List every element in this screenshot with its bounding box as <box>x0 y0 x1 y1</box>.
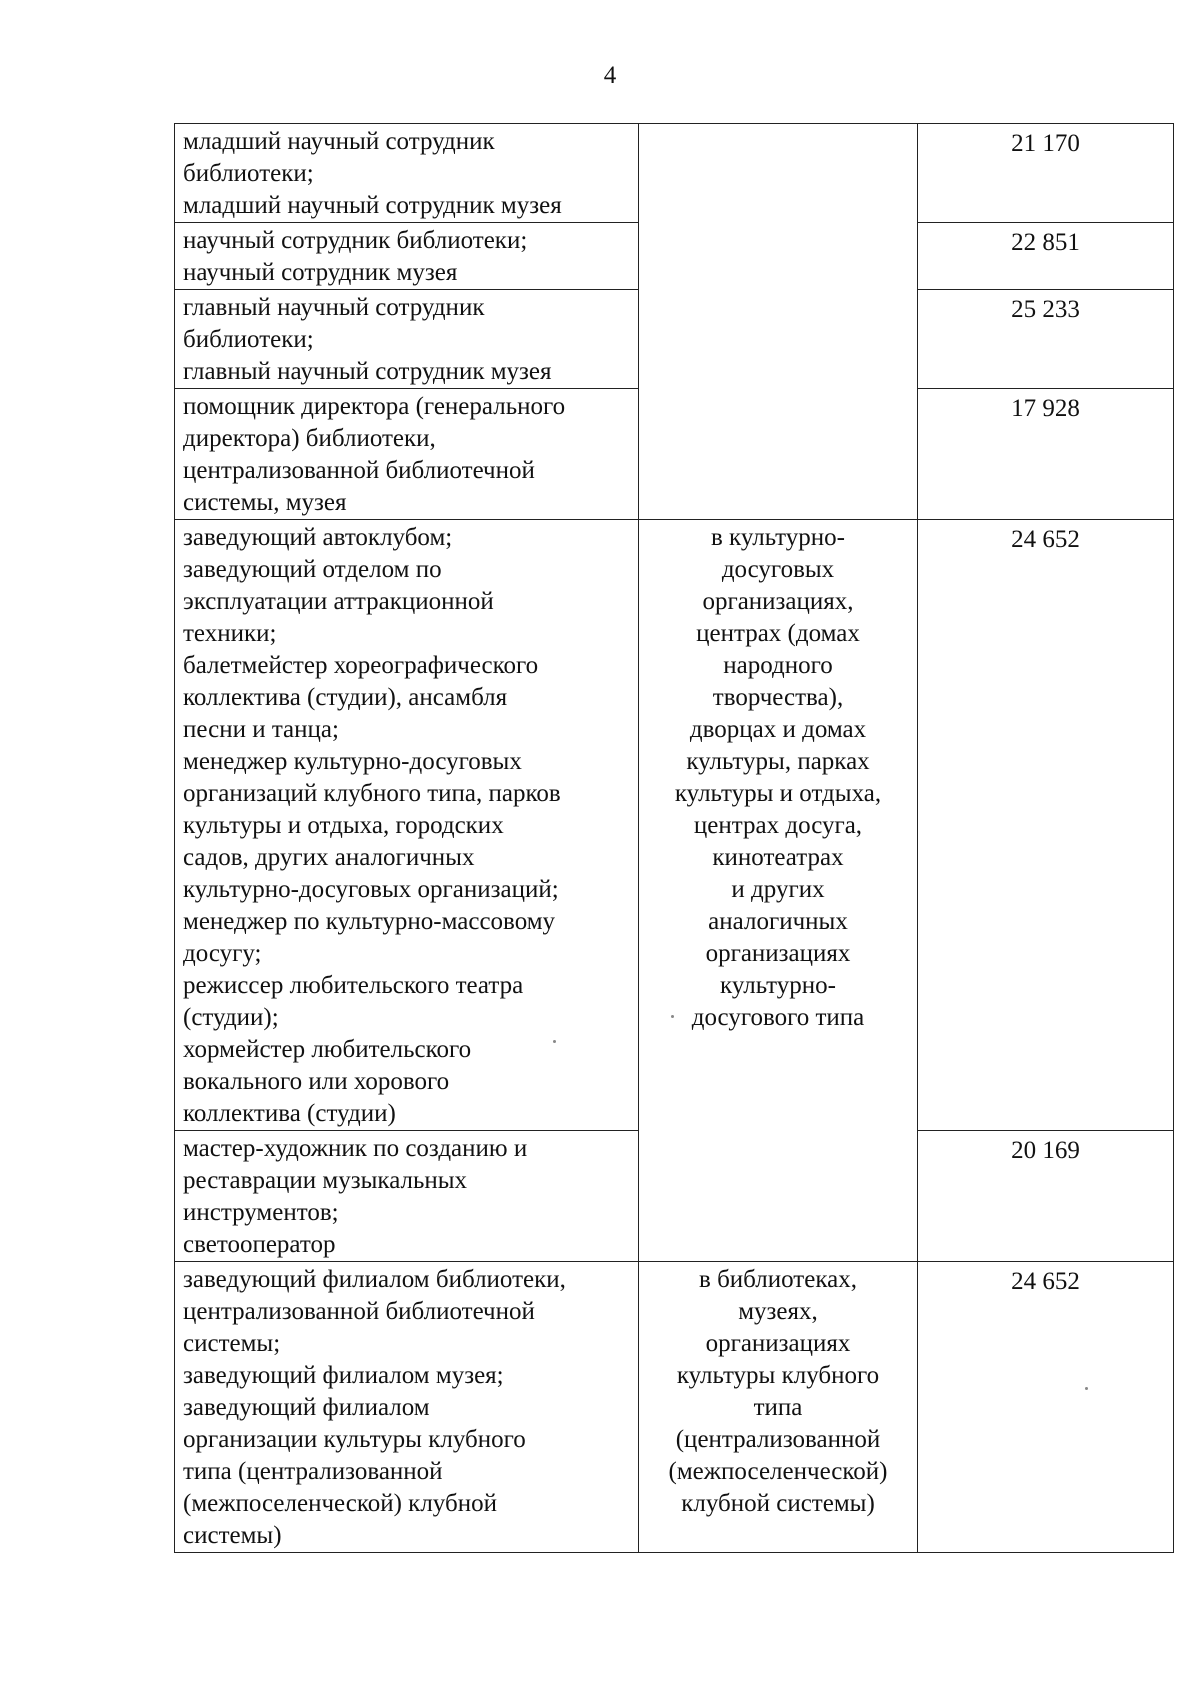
position-line: светооператор <box>183 1231 336 1258</box>
position-line: эксплуатации аттракционной <box>183 588 494 615</box>
institution-line: клубной системы) <box>681 1490 875 1517</box>
position-line: вокального или хорового <box>183 1068 450 1095</box>
scan-speck <box>1085 1387 1088 1390</box>
salary-cell: 17 928 <box>918 389 1174 520</box>
institution-cell <box>639 124 918 520</box>
institution-line: культуры клубного <box>676 1362 880 1389</box>
position-line: директора) библиотеки, <box>183 425 436 452</box>
position-cell <box>175 290 639 389</box>
position-line: главный научный сотрудник <box>183 294 485 321</box>
institution-line: дворцах и домах <box>689 716 867 743</box>
institution-line: аналогичных <box>708 908 848 935</box>
position-line: системы; <box>183 1330 281 1357</box>
position-line: главный научный сотрудник музея <box>183 358 552 385</box>
position-line: организаций клубного типа, парков <box>183 780 561 807</box>
position-line: научный сотрудник музея <box>183 259 458 286</box>
position-line: заведующий автоклубом; <box>183 524 453 551</box>
position-line: системы) <box>183 1522 282 1549</box>
institution-cell <box>639 1262 918 1553</box>
table-row <box>175 520 1174 1131</box>
salary-cell: 24 652 <box>918 520 1174 1131</box>
position-line: библиотеки; <box>183 326 314 353</box>
position-line: научный сотрудник библиотеки; <box>183 227 528 254</box>
position-line: централизованной библиотечной <box>183 457 535 484</box>
position-line: заведующий отделом по <box>183 556 442 583</box>
position-line: хормейстер любительского <box>183 1036 472 1063</box>
position-line: досугу; <box>183 940 262 967</box>
institution-line: культуры и отдыха, <box>674 780 882 807</box>
scan-speck <box>553 1040 556 1043</box>
position-line: режиссер любительского театра <box>183 972 524 999</box>
institution-line: центрах досуга, <box>693 812 863 839</box>
position-line: (студии); <box>183 1004 279 1031</box>
position-line: младший научный сотрудник <box>183 128 495 155</box>
position-line: мастер-художник по созданию и <box>183 1135 528 1162</box>
institution-line: кинотеатрах <box>712 844 844 871</box>
position-line: инструментов; <box>183 1199 339 1226</box>
position-cell <box>175 389 639 520</box>
position-line: песни и танца; <box>183 716 339 743</box>
position-line: менеджер по культурно-массовому <box>183 908 556 935</box>
institution-line: культурно- <box>720 972 836 999</box>
position-cell <box>175 520 639 1131</box>
position-cell <box>175 124 639 223</box>
position-line: садов, других аналогичных <box>183 844 475 871</box>
institution-line: в культурно- <box>711 524 845 551</box>
salary-cell: 25 233 <box>918 290 1174 389</box>
position-line: заведующий филиалом библиотеки, <box>183 1266 566 1293</box>
institution-line: в библиотеках, <box>699 1266 857 1293</box>
table-row <box>175 124 1174 223</box>
position-line: помощник директора (генерального <box>183 393 566 420</box>
position-line: балетмейстер хореографического <box>183 652 539 679</box>
institution-line: и других <box>731 876 825 903</box>
salary-cell: 21 170 <box>918 124 1174 223</box>
salary-cell: 22 851 <box>918 223 1174 290</box>
position-line: централизованной библиотечной <box>183 1298 535 1325</box>
salary-table <box>174 123 1174 1553</box>
institution-line: организациях <box>705 1330 851 1357</box>
institution-cell <box>639 520 918 1262</box>
institution-line: культуры, парках <box>686 748 870 775</box>
salary-cell: 20 169 <box>918 1131 1174 1262</box>
position-cell <box>175 1131 639 1262</box>
position-line: типа (централизованной <box>183 1458 443 1485</box>
institution-line: народного <box>723 652 833 679</box>
position-cell <box>175 1262 639 1553</box>
institution-line: музеях, <box>738 1298 818 1325</box>
scan-speck <box>671 1015 674 1018</box>
position-line: техники; <box>183 620 277 647</box>
position-cell <box>175 223 639 290</box>
position-line: младший научный сотрудник музея <box>183 192 562 219</box>
position-line: коллектива (студии), ансамбля <box>183 684 508 711</box>
position-line: (межпоселенческой) клубной <box>183 1490 497 1517</box>
institution-line: центрах (домах <box>696 620 860 647</box>
institution-line: (межпоселенческой) <box>668 1458 888 1485</box>
position-line: культуры и отдыха, городских <box>183 812 504 839</box>
position-line: системы, музея <box>183 489 347 516</box>
position-line: заведующий филиалом музея; <box>183 1362 504 1389</box>
position-line: культурно-досуговых организаций; <box>183 876 559 903</box>
position-line: организации культуры клубного <box>183 1426 526 1453</box>
institution-line: досугового типа <box>691 1004 865 1031</box>
institution-line: организациях, <box>702 588 854 615</box>
page-number: 4 <box>603 62 617 89</box>
institution-line: организациях <box>705 940 851 967</box>
institution-line: творчества), <box>712 684 844 711</box>
institution-line: досуговых <box>721 556 835 583</box>
position-line: коллектива (студии) <box>183 1100 396 1127</box>
institution-line: типа <box>753 1394 803 1421</box>
position-line: менеджер культурно-досуговых <box>183 748 522 775</box>
table-row <box>175 1262 1174 1553</box>
salary-cell: 24 652 <box>918 1262 1174 1553</box>
institution-line: (централизованной <box>675 1426 881 1453</box>
position-line: библиотеки; <box>183 160 314 187</box>
position-line: реставрации музыкальных <box>183 1167 468 1194</box>
position-line: заведующий филиалом <box>183 1394 430 1421</box>
